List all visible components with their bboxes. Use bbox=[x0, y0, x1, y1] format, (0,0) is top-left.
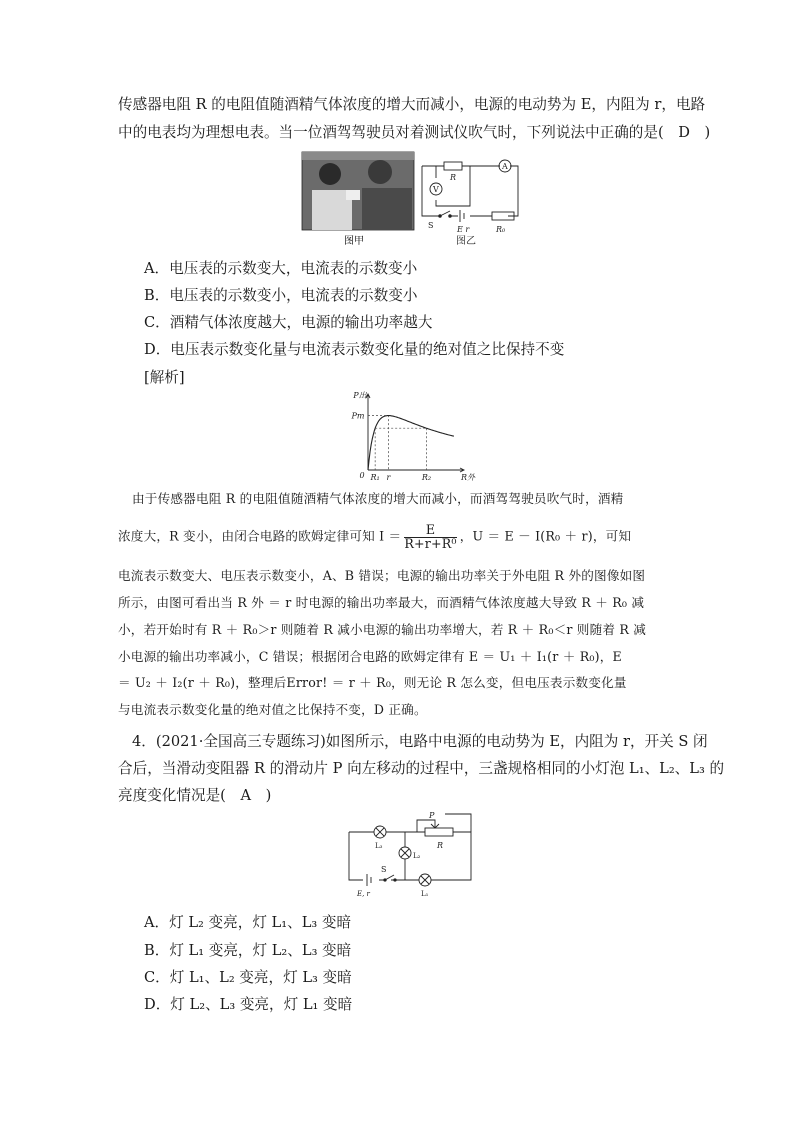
slide-rheostat-R bbox=[425, 828, 453, 836]
q3-photo-figure bbox=[302, 152, 414, 247]
svg-text:E r: E r bbox=[457, 225, 470, 234]
q3-option-c: C．酒精气体浓度越大，电源的输出功率越大 bbox=[144, 314, 433, 331]
sensor-resistor-R bbox=[444, 162, 462, 170]
switch-S bbox=[385, 875, 394, 880]
power-resistance-chart bbox=[350, 391, 476, 484]
analysis-line-6: 小电源的输出功率减小，C 错误；根据闭合电路的欧姆定律有 E ＝ U₁ ＋ I₁(r ＋ R₀)，E bbox=[118, 649, 622, 664]
analysis-line-1: 由于传感器电阻 R 的电阻值随酒精气体浓度的增大而减小，而酒驾驾驶员吹气时，酒精 bbox=[132, 491, 624, 506]
tick-Pm: Pm bbox=[351, 411, 365, 421]
q3-option-b: B．电压表的示数变小，电流表的示数变小 bbox=[144, 287, 418, 304]
power-curve bbox=[368, 416, 454, 470]
x-axis-label: R外 bbox=[460, 473, 476, 482]
tick-R2: R₂ bbox=[421, 473, 432, 482]
photo-caption: 图甲 bbox=[344, 236, 364, 247]
tick-0: 0 bbox=[359, 471, 365, 480]
svg-text:S: S bbox=[381, 865, 387, 874]
analysis-line-2: 浓度大，R 变小，由闭合电路的欧姆定律可知 I ＝ $\frac{E}{\text{R+r+R⁰}}$ ，U ＝ E － I(R₀ ＋ r)，可知 bbox=[118, 522, 632, 551]
battery bbox=[367, 874, 371, 886]
analysis-line-4: 所示，由图可看出当 R 外 ＝ r 时电源的输出功率最大，而酒精气体浓度越大导致 R ＋ R₀ 减 bbox=[118, 595, 645, 610]
battery bbox=[460, 210, 464, 222]
tick-r: r bbox=[386, 473, 391, 482]
svg-text:R: R bbox=[437, 841, 444, 850]
analysis-label: [解析] bbox=[144, 369, 185, 386]
svg-text:A: A bbox=[502, 162, 508, 171]
q4-circuit-figure bbox=[345, 811, 475, 904]
analysis-line-8: 与电流表示数变化量的绝对值之比保持不变，D 正确。 bbox=[118, 702, 427, 717]
q4-option-b: B．灯 L₁ 变亮，灯 L₂、L₃ 变暗 bbox=[144, 942, 352, 959]
current-formula-fraction: $\frac{E}{\text{R+r+R⁰}}$ bbox=[404, 522, 457, 551]
analysis-line-3: 电流表示数变大、电压表示数变小，A、B 错误；电源的输出功率关于外电阻 R 外的图像如图 bbox=[118, 568, 646, 583]
svg-text:L₂: L₂ bbox=[413, 852, 421, 860]
q4-option-d: D．灯 L₂、L₃ 变亮，灯 L₁ 变暗 bbox=[144, 996, 353, 1013]
svg-text:L₁: L₁ bbox=[421, 890, 429, 898]
svg-text:L₃: L₃ bbox=[375, 842, 383, 850]
analysis-line-7: ＝ U₂ ＋ I₂(r ＋ R₀)，整理后Error! ＝ r ＋ R₀，则无论 R 怎么变，但电压表示数变化量 bbox=[118, 675, 627, 690]
svg-text:V: V bbox=[433, 185, 439, 194]
q3-option-d: D．电压表示数变化量与电流表示数变化量的绝对值之比保持不变 bbox=[144, 341, 565, 358]
y-axis-label: P出 bbox=[353, 391, 367, 400]
svg-text:R₀: R₀ bbox=[496, 225, 506, 234]
q3-circuit-figure bbox=[416, 152, 526, 247]
q4-stem-line-1: 4．(2021·全国高三专题练习)如图所示，电路中电源的电动势为 E，内阻为 r，开关 S 闭 bbox=[132, 733, 708, 750]
q4-stem-line-2: 合后，当滑动变阻器 R 的滑动片 P 向左移动的过程中，三盏规格相同的小灯泡 L₁、L₂、L₃ 的 bbox=[118, 760, 725, 777]
tick-R1: R₁ bbox=[370, 473, 380, 482]
x-axis bbox=[368, 468, 464, 472]
q4-option-a: A．灯 L₂ 变亮，灯 L₁、L₃ 变暗 bbox=[144, 914, 352, 931]
svg-text:E, r: E, r bbox=[357, 890, 370, 898]
svg-text:R: R bbox=[450, 173, 457, 182]
circuit-caption: 图乙 bbox=[456, 236, 476, 247]
analysis-line-5: 小，若开始时有 R ＋ R₀＞r 则随着 R 减小电源的输出功率增大，若 R ＋ R₀＜r 则随着 R 减 bbox=[118, 622, 647, 637]
q4-stem-line-3: 亮度变化情况是( A ) bbox=[118, 787, 272, 804]
q4-option-c: C．灯 L₁、L₂ 变亮，灯 L₃ 变暗 bbox=[144, 969, 352, 986]
q3-option-a: A．电压表的示数变大，电流表的示数变小 bbox=[144, 260, 418, 277]
q3-stem-line-1: 传感器电阻 R 的电阻值随酒精气体浓度的增大而减小，电源的电动势为 E，内阻为 r，电路 bbox=[118, 96, 706, 113]
svg-text:P: P bbox=[429, 811, 435, 820]
q3-stem-line-2: 中的电表均为理想电表。当一位酒驾驾驶员对着测试仪吹气时，下列说法中正确的是( D ) bbox=[118, 124, 711, 141]
svg-text:S: S bbox=[428, 221, 434, 230]
